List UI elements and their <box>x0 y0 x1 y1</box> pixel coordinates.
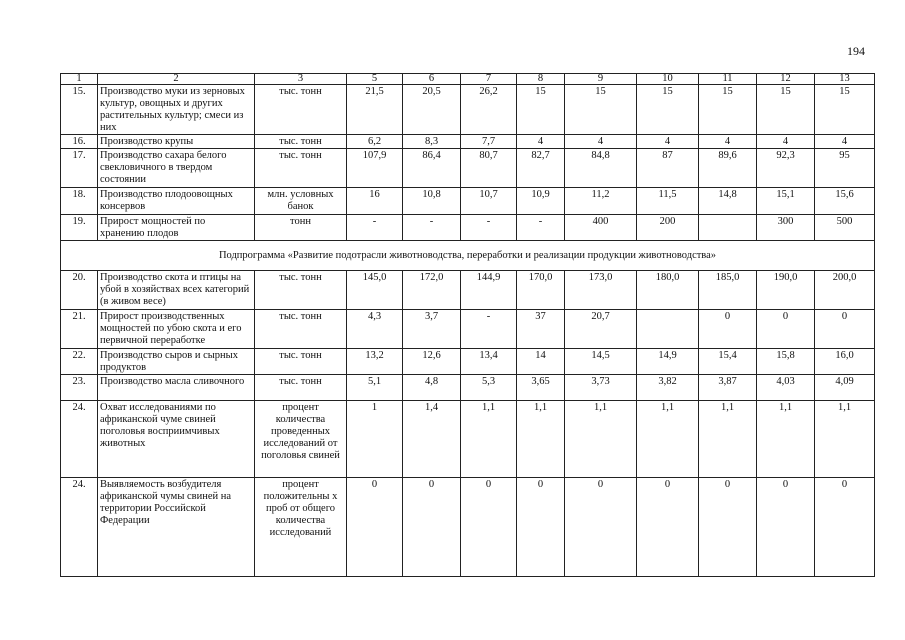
unit-cell: млн. условных банок <box>255 188 347 215</box>
value-cell: 8,3 <box>403 135 461 149</box>
value-cell: 20,7 <box>565 310 637 349</box>
value-cell: 13,2 <box>347 349 403 375</box>
value-cell: 0 <box>815 310 875 349</box>
column-number: 9 <box>565 74 637 85</box>
value-cell: 5,3 <box>461 375 517 401</box>
table-row <box>61 85 875 135</box>
value-cell <box>637 310 699 349</box>
value-cell: 10,9 <box>517 188 565 215</box>
value-cell: 300 <box>757 215 815 241</box>
value-cell: 11,5 <box>637 188 699 215</box>
value-cell: 200 <box>637 215 699 241</box>
value-cell: 4 <box>517 135 565 149</box>
value-cell: 95 <box>815 149 875 188</box>
value-cell: 1,4 <box>403 401 461 478</box>
value-cell: 3,87 <box>699 375 757 401</box>
value-cell: 0 <box>517 478 565 577</box>
value-cell: 4,3 <box>347 310 403 349</box>
value-cell: 3,65 <box>517 375 565 401</box>
value-cell: 4 <box>637 135 699 149</box>
value-cell: 3,73 <box>565 375 637 401</box>
value-cell: 1,1 <box>757 401 815 478</box>
value-cell: 20,5 <box>403 85 461 135</box>
value-cell: 1,1 <box>565 401 637 478</box>
value-cell: 15 <box>699 85 757 135</box>
unit-cell: тыс. тонн <box>255 149 347 188</box>
unit-cell: процент положительны х проб от общего количества исследований <box>255 478 347 577</box>
row-number: 20. <box>61 271 98 310</box>
row-number: 16. <box>61 135 98 149</box>
value-cell: 14 <box>517 349 565 375</box>
value-cell: 15 <box>637 85 699 135</box>
value-cell: 15 <box>517 85 565 135</box>
value-cell: 6,2 <box>347 135 403 149</box>
value-cell: 4 <box>699 135 757 149</box>
value-cell <box>699 215 757 241</box>
value-cell: 14,9 <box>637 349 699 375</box>
value-cell: 15 <box>815 85 875 135</box>
unit-cell: тыс. тонн <box>255 271 347 310</box>
value-cell: 4,03 <box>757 375 815 401</box>
value-cell: 11,2 <box>565 188 637 215</box>
value-cell: 185,0 <box>699 271 757 310</box>
value-cell: 15,4 <box>699 349 757 375</box>
indicator-name: Прирост мощностей по хранению плодов <box>98 215 255 241</box>
value-cell: 15 <box>565 85 637 135</box>
unit-cell: тыс. тонн <box>255 135 347 149</box>
value-cell: 82,7 <box>517 149 565 188</box>
unit-cell: тыс. тонн <box>255 85 347 135</box>
value-cell: 500 <box>815 215 875 241</box>
column-number-row <box>61 74 875 85</box>
value-cell: 14,5 <box>565 349 637 375</box>
value-cell: 15,6 <box>815 188 875 215</box>
table-row <box>61 215 875 241</box>
indicator-name: Производство сыров и сырных продуктов <box>98 349 255 375</box>
row-number: 21. <box>61 310 98 349</box>
row-number: 17. <box>61 149 98 188</box>
indicator-name: Охват исследованиями по африканской чуме свиней поголовья восприимчивых животных <box>98 401 255 478</box>
row-number: 22. <box>61 349 98 375</box>
value-cell: 16 <box>347 188 403 215</box>
value-cell: 173,0 <box>565 271 637 310</box>
value-cell: 4,09 <box>815 375 875 401</box>
indicator-name: Производство муки из зерновых культур, овощных и других растительных культур; смеси из них <box>98 85 255 135</box>
indicator-name: Прирост производственных мощностей по убою скота и его первичной переработке <box>98 310 255 349</box>
row-number: 24. <box>61 401 98 478</box>
indicator-name: Производство скота и птицы на убой в хозяйствах всех категорий (в живом весе) <box>98 271 255 310</box>
value-cell: 400 <box>565 215 637 241</box>
value-cell: 107,9 <box>347 149 403 188</box>
value-cell: - <box>347 215 403 241</box>
value-cell: 4 <box>757 135 815 149</box>
value-cell: 0 <box>347 478 403 577</box>
value-cell: 3,7 <box>403 310 461 349</box>
table-row <box>61 310 875 349</box>
value-cell: 1,1 <box>815 401 875 478</box>
value-cell: 172,0 <box>403 271 461 310</box>
unit-cell: тыс. тонн <box>255 310 347 349</box>
value-cell: 0 <box>757 478 815 577</box>
value-cell: 4 <box>815 135 875 149</box>
table-row <box>61 349 875 375</box>
value-cell: 21,5 <box>347 85 403 135</box>
indicator-name: Производство плодоовощных консервов <box>98 188 255 215</box>
value-cell: 15,1 <box>757 188 815 215</box>
column-number: 3 <box>255 74 347 85</box>
column-number: 6 <box>403 74 461 85</box>
value-cell: 0 <box>565 478 637 577</box>
value-cell: 7,7 <box>461 135 517 149</box>
indicator-name: Производство сахара белого свекловичного в твердом состоянии <box>98 149 255 188</box>
value-cell: 37 <box>517 310 565 349</box>
table-row <box>61 401 875 478</box>
value-cell: 89,6 <box>699 149 757 188</box>
unit-cell: тыс. тонн <box>255 375 347 401</box>
table-row <box>61 478 875 577</box>
value-cell: 84,8 <box>565 149 637 188</box>
value-cell: 0 <box>815 478 875 577</box>
value-cell: 16,0 <box>815 349 875 375</box>
value-cell: 5,1 <box>347 375 403 401</box>
row-number: 19. <box>61 215 98 241</box>
column-number: 5 <box>347 74 403 85</box>
value-cell: 87 <box>637 149 699 188</box>
indicator-name: Производство масла сливочного <box>98 375 255 401</box>
unit-cell: тонн <box>255 215 347 241</box>
page-number: 194 <box>847 44 865 58</box>
table-row <box>61 135 875 149</box>
value-cell: 200,0 <box>815 271 875 310</box>
value-cell: 1,1 <box>637 401 699 478</box>
value-cell: 1 <box>347 401 403 478</box>
subprogram-row <box>61 241 875 271</box>
table-row <box>61 271 875 310</box>
value-cell: 0 <box>699 478 757 577</box>
value-cell: 1,1 <box>461 401 517 478</box>
value-cell: 4,8 <box>403 375 461 401</box>
indicator-name: Выявляемость возбудителя африканской чумы свиней на территории Российской Федерации <box>98 478 255 577</box>
table-row <box>61 375 875 401</box>
value-cell: 180,0 <box>637 271 699 310</box>
value-cell: 10,8 <box>403 188 461 215</box>
table-row <box>61 149 875 188</box>
value-cell: 80,7 <box>461 149 517 188</box>
row-number: 23. <box>61 375 98 401</box>
column-number: 11 <box>699 74 757 85</box>
subprogram-title: Подпрограмма «Развитие подотрасли животноводства, переработки и реализации продукции животноводства» <box>61 241 875 271</box>
value-cell: - <box>517 215 565 241</box>
value-cell: 144,9 <box>461 271 517 310</box>
column-number: 12 <box>757 74 815 85</box>
column-number: 7 <box>461 74 517 85</box>
indicators-table <box>60 73 875 577</box>
value-cell: 0 <box>699 310 757 349</box>
value-cell: 12,6 <box>403 349 461 375</box>
value-cell: 170,0 <box>517 271 565 310</box>
value-cell: 1,1 <box>517 401 565 478</box>
unit-cell: тыс. тонн <box>255 349 347 375</box>
value-cell: 0 <box>757 310 815 349</box>
column-number: 8 <box>517 74 565 85</box>
value-cell: 3,82 <box>637 375 699 401</box>
value-cell: 0 <box>637 478 699 577</box>
value-cell: 1,1 <box>699 401 757 478</box>
value-cell: - <box>461 215 517 241</box>
value-cell: 15,8 <box>757 349 815 375</box>
column-number: 2 <box>98 74 255 85</box>
value-cell: 0 <box>461 478 517 577</box>
indicator-name: Производство крупы <box>98 135 255 149</box>
value-cell: 10,7 <box>461 188 517 215</box>
value-cell: 0 <box>403 478 461 577</box>
value-cell: - <box>461 310 517 349</box>
value-cell: 15 <box>757 85 815 135</box>
value-cell: 145,0 <box>347 271 403 310</box>
row-number: 24. <box>61 478 98 577</box>
value-cell: 190,0 <box>757 271 815 310</box>
column-number: 1 <box>61 74 98 85</box>
value-cell: 14,8 <box>699 188 757 215</box>
value-cell: 86,4 <box>403 149 461 188</box>
value-cell: 13,4 <box>461 349 517 375</box>
table-row <box>61 188 875 215</box>
value-cell: 4 <box>565 135 637 149</box>
column-number: 13 <box>815 74 875 85</box>
row-number: 18. <box>61 188 98 215</box>
value-cell: - <box>403 215 461 241</box>
value-cell: 26,2 <box>461 85 517 135</box>
unit-cell: процент количества проведенных исследований от поголовья свиней <box>255 401 347 478</box>
value-cell: 92,3 <box>757 149 815 188</box>
row-number: 15. <box>61 85 98 135</box>
column-number: 10 <box>637 74 699 85</box>
